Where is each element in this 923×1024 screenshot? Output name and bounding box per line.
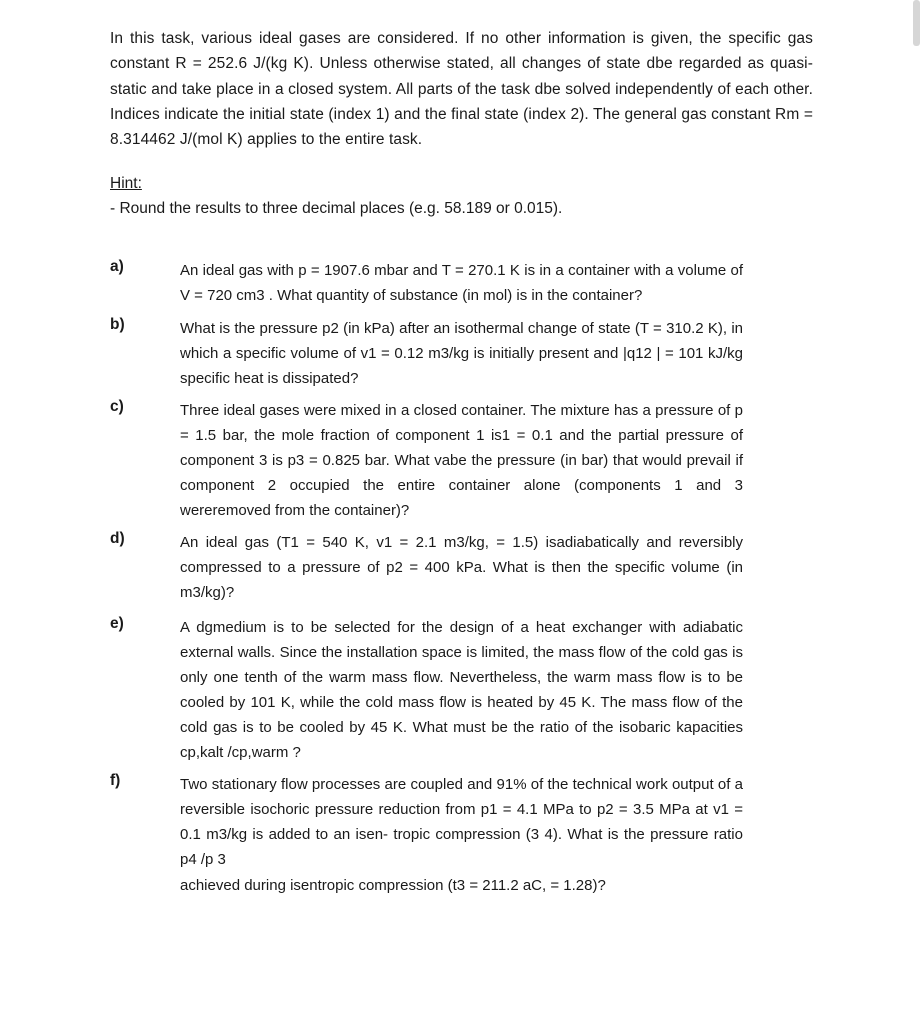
hint-title: Hint:	[110, 175, 142, 193]
scrollbar[interactable]	[913, 0, 920, 46]
task-label: b)	[110, 316, 125, 334]
task-label: d)	[110, 530, 125, 548]
task-a	[110, 258, 813, 308]
task-label: a)	[110, 258, 124, 276]
task-text: Three ideal gases were mixed in a closed container. The mixture has a pressure of p = 1.5 bar, the mole fraction of component 1 is1 = 0.1 and the partial pressure of component 3 is p3 = 0.825 bar. What vabe the pressure (in bar) that would prevail if component 2 occupied the entire container alone (components 1 and 3 wereremoved from the container)?	[180, 402, 743, 520]
task-text: An ideal gas (T1 = 540 K, v1 = 2.1 m3/kg, = 1.5) isadiabatically and reversibly compressed to a pressure of p2 = 400 kPa. What is then the specific volume (in m3/kg)?	[180, 534, 743, 602]
task-c	[110, 398, 813, 523]
task-f-last-line: achieved during isentropic compression (t3 = 211.2 aC, = 1.28)?	[180, 877, 606, 895]
task-d	[110, 530, 813, 605]
task-label: e)	[110, 615, 124, 633]
task-f	[110, 772, 813, 898]
task-b	[110, 316, 813, 391]
task-label: f)	[110, 772, 121, 790]
task-e	[110, 615, 813, 765]
task-text: An ideal gas with p = 1907.6 mbar and T = 270.1 K is in a container with a volume of V = 720 cm3 . What quantity of substance (in mol) is in the container?	[180, 262, 743, 305]
task-text: What is the pressure p2 (in kPa) after an isothermal change of state (T = 310.2 K), in which a specific volume of v1 = 0.12 m3/kg is initially present and |q12 | = 101 kJ/kg specific heat is dissipated?	[180, 320, 743, 388]
hint-text: - Round the results to three decimal places (e.g. 58.189 or 0.015).	[110, 200, 563, 218]
intro-paragraph: In this task, various ideal gases are considered. If no other information is given, the specific gas constant R = 252.6 J/(kg K). Unless otherwise stated, all changes of state dbe regarded as quasi-static and take place in a closed system. All parts of the task dbe solved independently of each other. Indices indicate the initial state (index 1) and the final state (index 2). The general gas constant Rm = 8.314462 J/(mol K) applies to the entire task.	[110, 30, 813, 149]
task-text	[180, 772, 743, 898]
document-page	[110, 26, 813, 898]
task-f-main-text: Two stationary flow processes are coupled and 91% of the technical work output of a reversible isochoric pressure reduction from p1 = 4.1 MPa to p2 = 3.5 MPa at v1 = 0.1 m3/kg is added to an isen- tropic compression (3 4). What is the pressure ratio p4 /p 3	[180, 776, 743, 869]
task-label: c)	[110, 398, 124, 416]
task-text: A dgmedium is to be selected for the design of a heat exchanger with adiabatic external walls. Since the installation space is limited, the mass flow of the cold gas is only one tenth of the warm mass flow. Nevertheless, the warm mass flow is to be cooled by 101 K, while the cold mass flow is heated by 45 K. The mass flow of the cold gas is to be cooled by 45 K. What must be the ratio of the isobaric kapacities cp,kalt /cp,warm ?	[180, 619, 743, 762]
